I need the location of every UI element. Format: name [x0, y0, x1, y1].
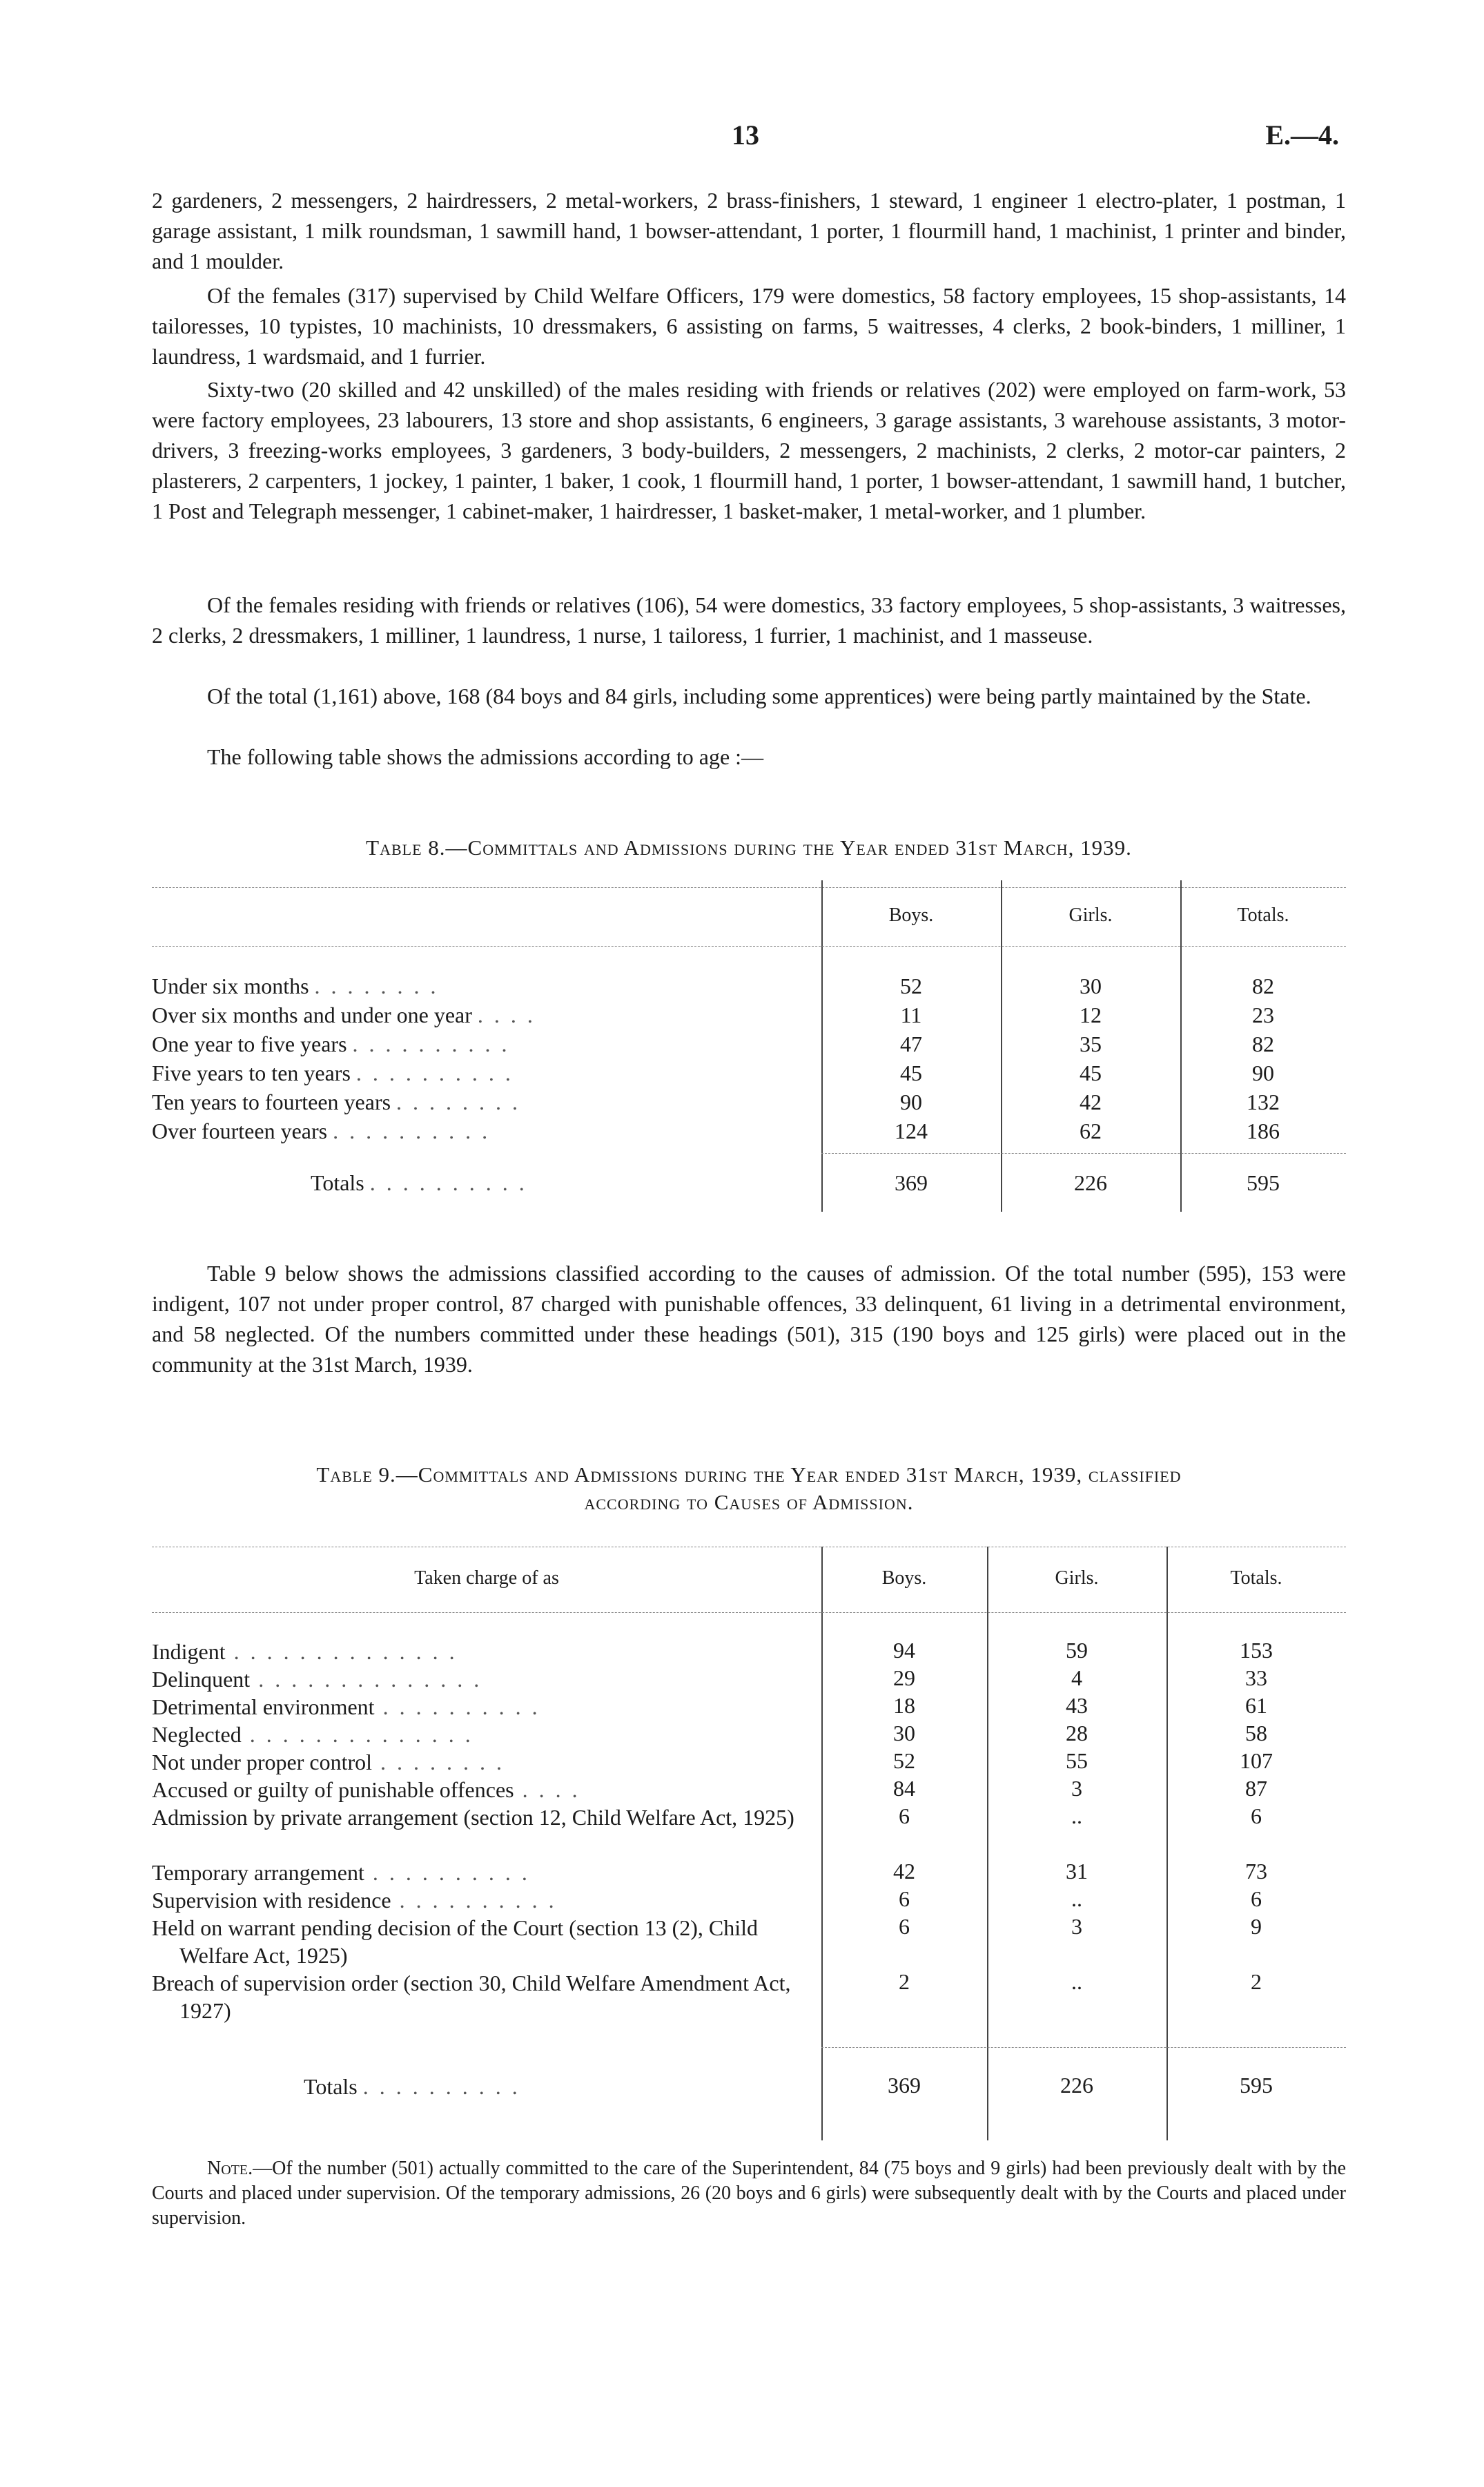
table8-title: Table 8.—Committals and Admissions during the Year ended 31st March, 1939. — [366, 835, 1132, 860]
row-label: Breach of supervision order (section 30, Child Welfare Amendment Act, 1927) — [152, 1971, 791, 2023]
cell-totals: 6 — [1251, 1886, 1262, 1911]
cell-girls: 3 — [1071, 1776, 1082, 1801]
total-boys: 369 — [895, 1170, 928, 1195]
table9-title-line2: according to Causes of Admission. — [584, 1490, 914, 1514]
table9-title — [152, 1461, 1346, 1516]
total-girls: 226 — [1060, 2073, 1093, 2098]
table8-col-boys: Boys. — [888, 904, 934, 926]
table9-col-totals: Totals. — [1230, 1567, 1282, 1589]
table9-title-line1: Table 9.—Committals and Admissions during the Year ended 31st March, 1939, classified — [316, 1462, 1182, 1487]
cell-totals: 23 — [1252, 1003, 1274, 1027]
row-label: Held on warrant pending decision of the Court (section 13 (2), Child Welfare Act, 1925) — [152, 1915, 759, 1968]
cell-boys: 94 — [893, 1638, 915, 1663]
cell-boys: 52 — [900, 974, 922, 998]
row-label: Indigent — [152, 1639, 226, 1664]
total-totals: 595 — [1247, 1170, 1280, 1195]
cell-totals: 82 — [1252, 1032, 1274, 1056]
cell-totals: 9 — [1251, 1914, 1262, 1939]
cell-boys: 2 — [899, 1969, 910, 1994]
cell-boys: 29 — [893, 1665, 915, 1690]
table8-top-rule — [152, 887, 1346, 888]
paragraph-females-with-relatives: Of the females residing with friends or relatives (106), 54 were domestics, 33 factory employees, 5 shop-assistants, 3 waitresses, 2 clerks, 2 dressmakers, 1 milliner, 1 laundress, 1 nurse, 1 tailoress, 1 furrier, 1 machinist, and 1 masseuse. — [152, 592, 1346, 648]
cell-boys: 6 — [899, 1803, 910, 1828]
note-text: —Of the number (501) actually committed to the care of the Superintendent, 84 (75 boys and 9 girls) had been previously dealt with by the Courts and placed under supervision. Of the temporary admissions, 26 (20 boys and 6 girls) were subsequently dealt with by the Courts and placed under supervision. — [152, 2158, 1346, 2229]
cell-totals: 33 — [1245, 1665, 1267, 1690]
cell-boys: 84 — [893, 1776, 915, 1801]
paragraph-females-supervised: Of the females (317) supervised by Child Welfare Officers, 179 were domestics, 58 factory employees, 15 shop-assistants, 14 tailoresses, 10 typistes, 10 machinists, 10 dressmakers, 6 assisting on farms, 5 waitresses, 4 clerks, 2 book-binders, 1 milliner, 1 laundress, 1 wardsmaid, and 1 furrier. — [152, 283, 1346, 369]
page-number: 13 — [732, 119, 759, 151]
cell-totals: 132 — [1247, 1090, 1280, 1114]
cell-boys: 90 — [900, 1090, 922, 1114]
cell-totals: 186 — [1247, 1119, 1280, 1143]
row-label: Temporary arrangement — [152, 1860, 364, 1885]
cell-totals: 58 — [1245, 1721, 1267, 1745]
total-girls: 226 — [1074, 1170, 1107, 1195]
cell-boys: 45 — [900, 1061, 922, 1085]
total-boys: 369 — [888, 2073, 921, 2098]
table9-col-taken-charge: Taken charge of as — [414, 1567, 559, 1589]
table8-col-totals: Totals. — [1237, 904, 1289, 926]
row-label: Supervision with residence — [152, 1888, 391, 1913]
paragraph-table9-intro: Table 9 below shows the admissions classified according to the causes of admission. Of the total number (595), 153 were indigent, 107 not under proper control, 87 charged with punishable offences, 33 delinquent, 61 living in a detrimental environment, and 58 neglected. Of the numbers committed under these headings (501), 315 (190 boys and 125 girls) were placed out in the community at the 31st March, 1939. — [152, 1261, 1346, 1377]
totals-label: Totals — [311, 1170, 364, 1195]
cell-girls: 62 — [1080, 1119, 1102, 1143]
table8-col-girls: Girls. — [1068, 904, 1113, 926]
cell-girls: .. — [1071, 1886, 1082, 1911]
cell-boys: 47 — [900, 1032, 922, 1056]
cell-boys: 52 — [893, 1748, 915, 1773]
cell-girls: 12 — [1080, 1003, 1102, 1027]
cell-girls: .. — [1071, 1803, 1082, 1828]
cell-boys: 124 — [895, 1119, 928, 1143]
paragraph-table-intro: The following table shows the admissions according to age :— — [207, 744, 764, 769]
cell-totals: 82 — [1252, 974, 1274, 998]
total-totals: 595 — [1240, 2073, 1273, 2098]
row-label: Admission by private arrangement (section 12, Child Welfare Act, 1925) — [152, 1805, 794, 1830]
note-lead: Note. — [207, 2158, 253, 2179]
cell-totals: 61 — [1245, 1693, 1267, 1718]
row-label: Over fourteen years — [152, 1119, 328, 1143]
paragraph-males-with-relatives: Sixty-two (20 skilled and 42 unskilled) of the males residing with friends or relatives (202) were employed on farm-work, 53 were factory employees, 23 labourers, 13 store and shop assistants, 6 engineers, 3 garage assistants, 3 warehouse assistants, 3 motor-drivers, 3 freezing-works employees, 3 gardeners, 3 body-builders, 2 messengers, 2 machinists, 2 clerks, 2 motor-car painters, 2 plasterers, 2 carpenters, 1 jockey, 1 painter, 1 baker, 1 cook, 1 flourmill hand, 1 porter, 1 bowser-attendant, 1 sawmill hand, 1 butcher, 1 Post and Telegraph messenger, 1 cabinet-maker, 1 hairdresser, 1 basket-maker, 1 metal-worker, and 1 plumber. — [152, 377, 1346, 523]
cell-girls: 30 — [1080, 974, 1102, 998]
cell-girls: 31 — [1066, 1859, 1088, 1884]
table9: Taken charge of as Boys. Girls. Totals. Indigent . . . . . . . . . . . . . . 94 59 153 Delinquent . . . . . . . . . . . . . . 29 4 33 Detrimental environment . . . . . . . . . . 18 43 61 Neglected . . . . . . . . . . . . . . 30 28 58 Not under proper control . . . . . . . . 52 55 107 Accused or guilty of punishable offences . . . . 84 3 87 Admission by private arrangement (section 12, Child Welfare Act, 1925) 6 .. 6 Temporary arrangement . . . . . . . . . . 42 31 73 Supervision with residence . . . . . . . . . . 6 .. 6 Held on warrant pending decision of the Court (section 13 (2), Child Welfare Act, 1925) 6 3 9 Breach of supervision order (section 30, Child Welfare Amendment Act, 1927) 2 .. 2 Totals . . . . . . . . . . 369 226 595 — [152, 1547, 1346, 2140]
cell-totals: 2 — [1251, 1969, 1262, 1994]
row-label: Delinquent — [152, 1667, 251, 1692]
row-label: Under six months — [152, 974, 309, 998]
cell-boys: 18 — [893, 1693, 915, 1718]
cell-girls: 4 — [1071, 1665, 1082, 1690]
cell-girls: 59 — [1066, 1638, 1088, 1663]
cell-boys: 6 — [899, 1914, 910, 1939]
cell-girls: 35 — [1080, 1032, 1102, 1056]
cell-totals: 87 — [1245, 1776, 1267, 1801]
row-label: Detrimental environment — [152, 1694, 375, 1719]
cell-totals: 90 — [1252, 1061, 1274, 1085]
row-label: Ten years to fourteen years — [152, 1090, 391, 1114]
cell-girls: 55 — [1066, 1748, 1088, 1773]
cell-boys: 30 — [893, 1721, 915, 1745]
row-label: Not under proper control — [152, 1750, 373, 1774]
cell-girls: .. — [1071, 1969, 1082, 1994]
row-label: Neglected — [152, 1722, 242, 1747]
paragraph-continuation: 2 gardeners, 2 messengers, 2 hairdressers, 2 metal-workers, 2 brass-finishers, 1 steward, 1 engineer 1 electro-plater, 1 postman, 1 garage assistant, 1 milk roundsman, 1 sawmill hand, 1 bowser-attendant, 1 porter, 1 flourmill hand, 1 machinist, 1 printer and binder, and 1 moulder. — [152, 188, 1346, 273]
cell-totals: 153 — [1240, 1638, 1273, 1663]
cell-girls: 42 — [1080, 1090, 1102, 1114]
totals-label: Totals — [304, 2074, 358, 2099]
row-label: Over six months and under one year — [152, 1003, 472, 1027]
cell-totals: 107 — [1240, 1748, 1273, 1773]
paragraph-partly-maintained: Of the total (1,161) above, 168 (84 boys and 84 girls, including some apprentices) were being partly maintained by the State. — [207, 684, 1311, 708]
document-reference: E.—4. — [1265, 119, 1339, 151]
cell-girls: 28 — [1066, 1721, 1088, 1745]
table9-col-girls: Girls. — [1055, 1567, 1099, 1589]
cell-totals: 6 — [1251, 1803, 1262, 1828]
row-label: Five years to ten years — [152, 1061, 351, 1085]
cell-boys: 11 — [900, 1003, 922, 1027]
table8: Boys. Girls. Totals. Under six months . . . . . . . . 52 30 82 Over six months and under one year . . . . 11 12 23 One year to five years . . . . . . . . . . 47 35 82 Five years to ten years . . . . . . . . . . 45 45 90 Ten years to fourteen years . . . . . . . . 90 42 132 Over fourteen years . . . . . . . . . . 124 62 186 Totals . . . . . . . . . . 369 226 595 — [152, 880, 1346, 1226]
cell-boys: 42 — [893, 1859, 915, 1884]
cell-girls: 3 — [1071, 1914, 1082, 1939]
row-label: Accused or guilty of punishable offences — [152, 1777, 514, 1802]
row-label: One year to five years — [152, 1032, 347, 1056]
table9-col-boys: Boys. — [881, 1567, 927, 1589]
cell-boys: 6 — [899, 1886, 910, 1911]
cell-girls: 43 — [1066, 1693, 1088, 1718]
cell-girls: 45 — [1080, 1061, 1102, 1085]
cell-totals: 73 — [1245, 1859, 1267, 1884]
table9-footnote — [152, 2156, 1346, 2231]
